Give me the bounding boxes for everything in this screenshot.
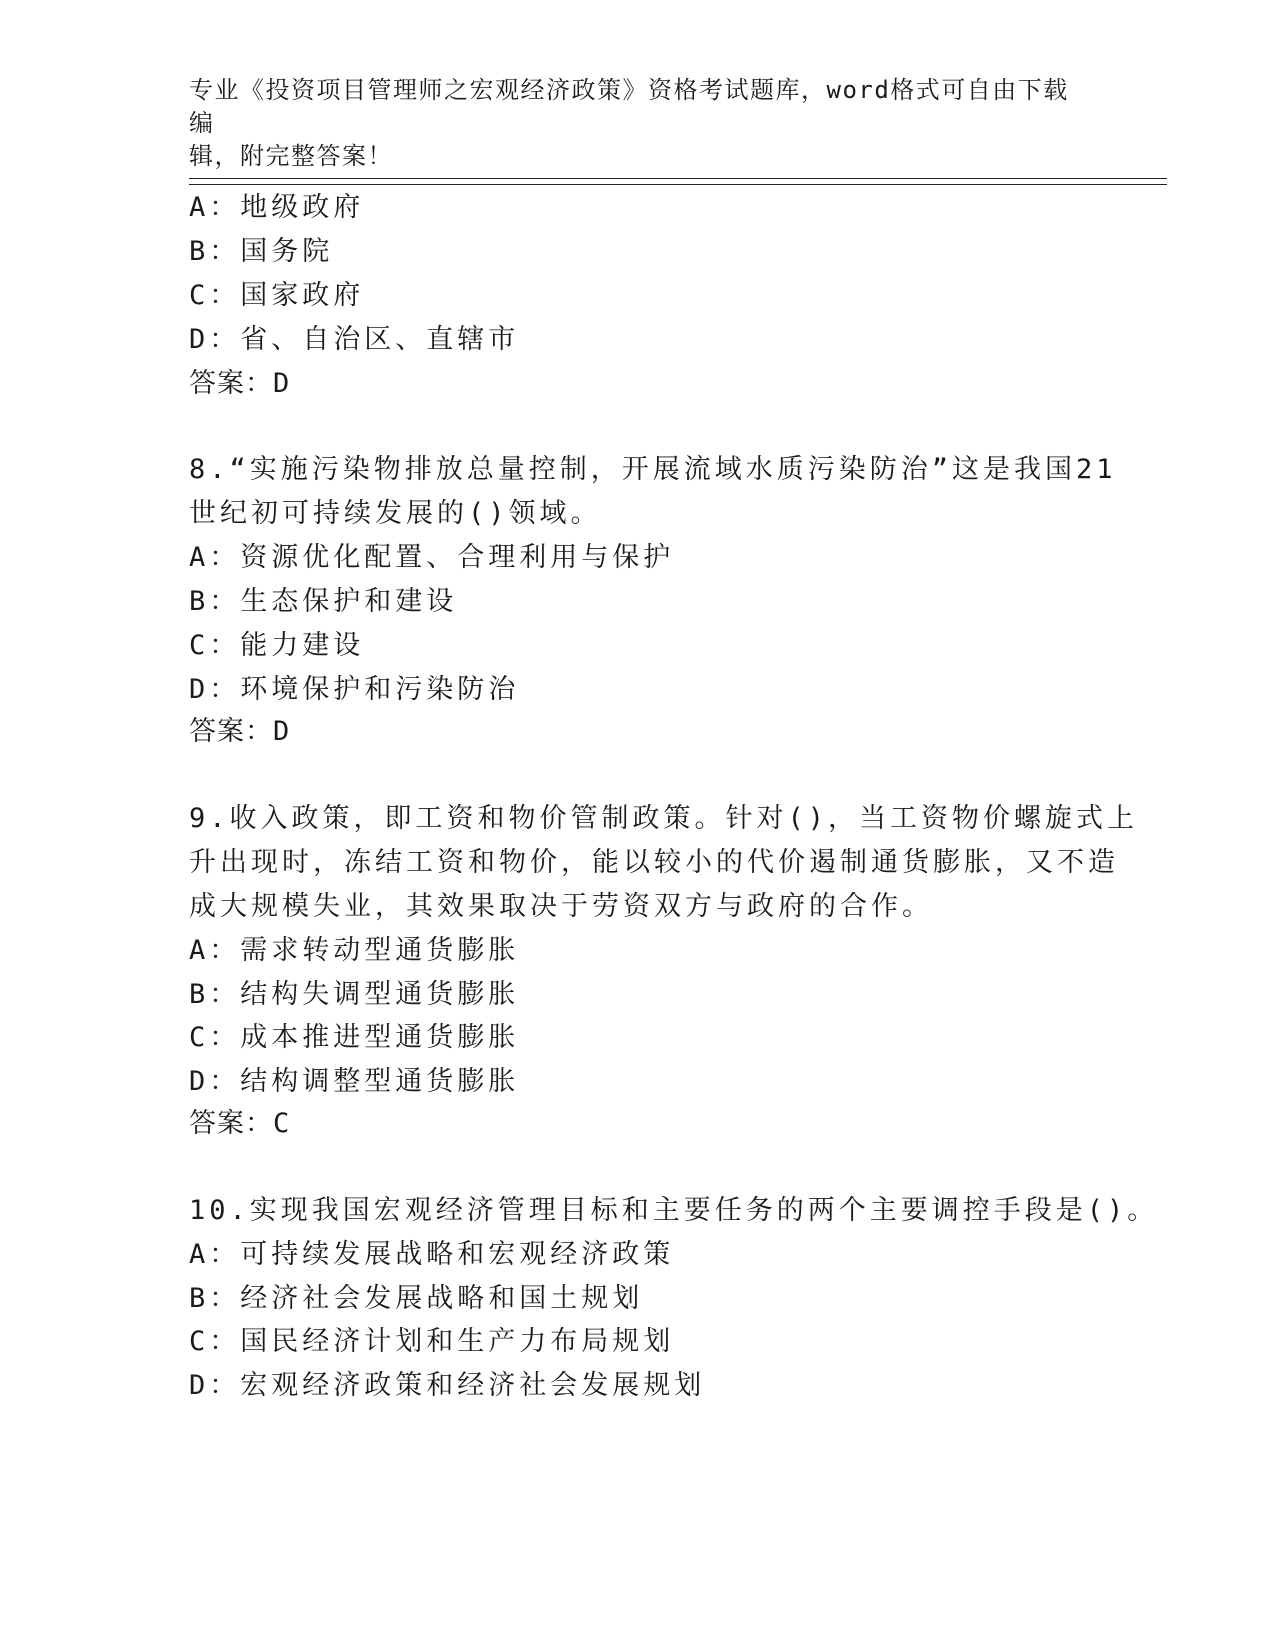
q9-option-a: A：需求转动型通货膨胀 <box>189 935 520 966</box>
q9-option-c: C：成本推进型通货膨胀 <box>189 1022 520 1053</box>
q9-stem-line-1: 9.收入政策，即工资和物价管制政策。针对()，当工资物价螺旋式上 <box>189 803 1139 834</box>
q9-answer: 答案：C <box>189 1108 291 1139</box>
q8-stem-line-2: 世纪初可持续发展的()领域。 <box>189 498 602 529</box>
q8-option-d: D：环境保护和污染防治 <box>189 674 520 705</box>
q10-stem-line-1: 10.实现我国宏观经济管理目标和主要任务的两个主要调控手段是()。 <box>189 1195 1159 1226</box>
q8-stem-line-1: 8.“实施污染物排放总量控制，开展流域水质污染防治”这是我国21 <box>189 454 1117 485</box>
header-line-2: 辑，附完整答案！ <box>189 142 393 170</box>
q8-option-b: B：生态保护和建设 <box>189 586 458 617</box>
q10-option-d: D：宏观经济政策和经济社会发展规划 <box>189 1370 706 1401</box>
q8-option-a: A：资源优化配置、合理利用与保护 <box>189 542 675 573</box>
q7-option-b: B：国务院 <box>189 236 334 267</box>
q10-option-a: A：可持续发展战略和宏观经济政策 <box>189 1239 675 1270</box>
q7-option-d: D：省、自治区、直辖市 <box>189 324 520 355</box>
q9-option-b: B：结构失调型通货膨胀 <box>189 979 520 1010</box>
q9-stem-line-3: 成大规模失业，其效果取决于劳资双方与政府的合作。 <box>189 891 933 922</box>
header-divider-bottom <box>189 184 1167 185</box>
q9-stem-line-2: 升出现时，冻结工资和物价，能以较小的代价遏制通货膨胀，又不造 <box>189 847 1119 878</box>
header-line-1: 专业《投资项目管理师之宏观经济政策》资格考试题库，word格式可自由下载编 <box>189 76 1069 137</box>
q8-option-c: C：能力建设 <box>189 630 365 661</box>
q9-option-d: D：结构调整型通货膨胀 <box>189 1066 520 1097</box>
q7-option-a: A：地级政府 <box>189 192 365 223</box>
header-divider-top <box>189 178 1167 179</box>
q7-option-c: C：国家政府 <box>189 280 365 311</box>
q10-option-b: B：经济社会发展战略和国土规划 <box>189 1283 644 1314</box>
q7-answer: 答案：D <box>189 368 291 399</box>
document-header <box>189 74 1089 173</box>
q10-option-c: C：国民经济计划和生产力布局规划 <box>189 1326 675 1357</box>
q8-answer: 答案：D <box>189 716 291 747</box>
